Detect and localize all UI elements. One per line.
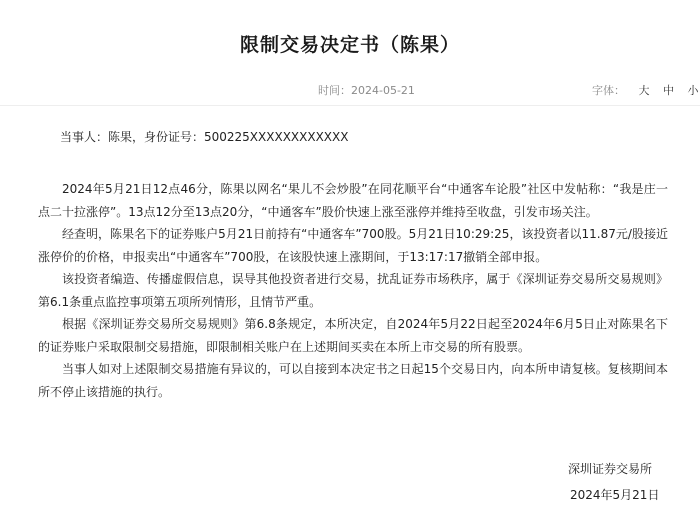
time-value: 2024-05-21 [351,84,415,97]
paragraph-violation: 该投资者编造、传播虚假信息，误导其他投资者进行交易，扰乱证券市场秩序，属于《深圳证券交易所交易规则》第6.1条重点监控事项第五项所列情形，且情节严重。 [38,272,668,309]
signature-org: 深圳证券交易所 [568,462,653,476]
decision-body [38,178,668,403]
paragraph-appeal: 当事人如对上述限制交易措施有异议的，可以自接到本决定书之日起15个交易日内，向本所申请复核。复核期间本所不停止该措施的执行。 [38,362,668,399]
paragraph-decision: 根据《深圳证券交易所交易规则》第6.8条规定，本所决定，自2024年5月22日起至2024年6月5日止对陈果名下的证券账户采取限制交易措施，即限制相关账户在上述期间买卖在本所上市交易的所有股票。 [38,317,668,354]
font-label: 字体： [592,84,625,97]
signature-date: 2024年5月21日 [570,488,660,502]
page-title: 限制交易决定书（陈果） [239,34,460,56]
party-info: 当事人：陈果，身份证号：500225XXXXXXXXXXXX [60,130,349,144]
font-size-medium-button[interactable]: 中 [663,84,674,97]
font-size-small-button[interactable]: 小 [687,84,699,97]
publish-time [318,82,415,98]
paragraph-incident: 2024年5月21日12点46分，陈果以网名“果儿不会炒股”在同花顺平台“中通客车论股”社区中发帖称：“我是庄一点二十拉涨停”。13点12分至13点20分，“中通客车”股价快速上涨至涨停并维持至收盘，引发市场关注。 [38,182,668,219]
font-size-selector [592,82,699,98]
time-label: 时间： [318,84,351,97]
header-divider [0,105,700,106]
paragraph-investigation: 经查明，陈果名下的证券账户5月21日前持有“中通客车”700股。5月21日10:29:25，该投资者以11.87元/股接近涨停价的价格，申报卖出“中通客车”700股，在该股快速上涨期间，于13:17:17撤销全部申报。 [38,227,668,264]
font-size-large-button[interactable]: 大 [638,84,650,97]
